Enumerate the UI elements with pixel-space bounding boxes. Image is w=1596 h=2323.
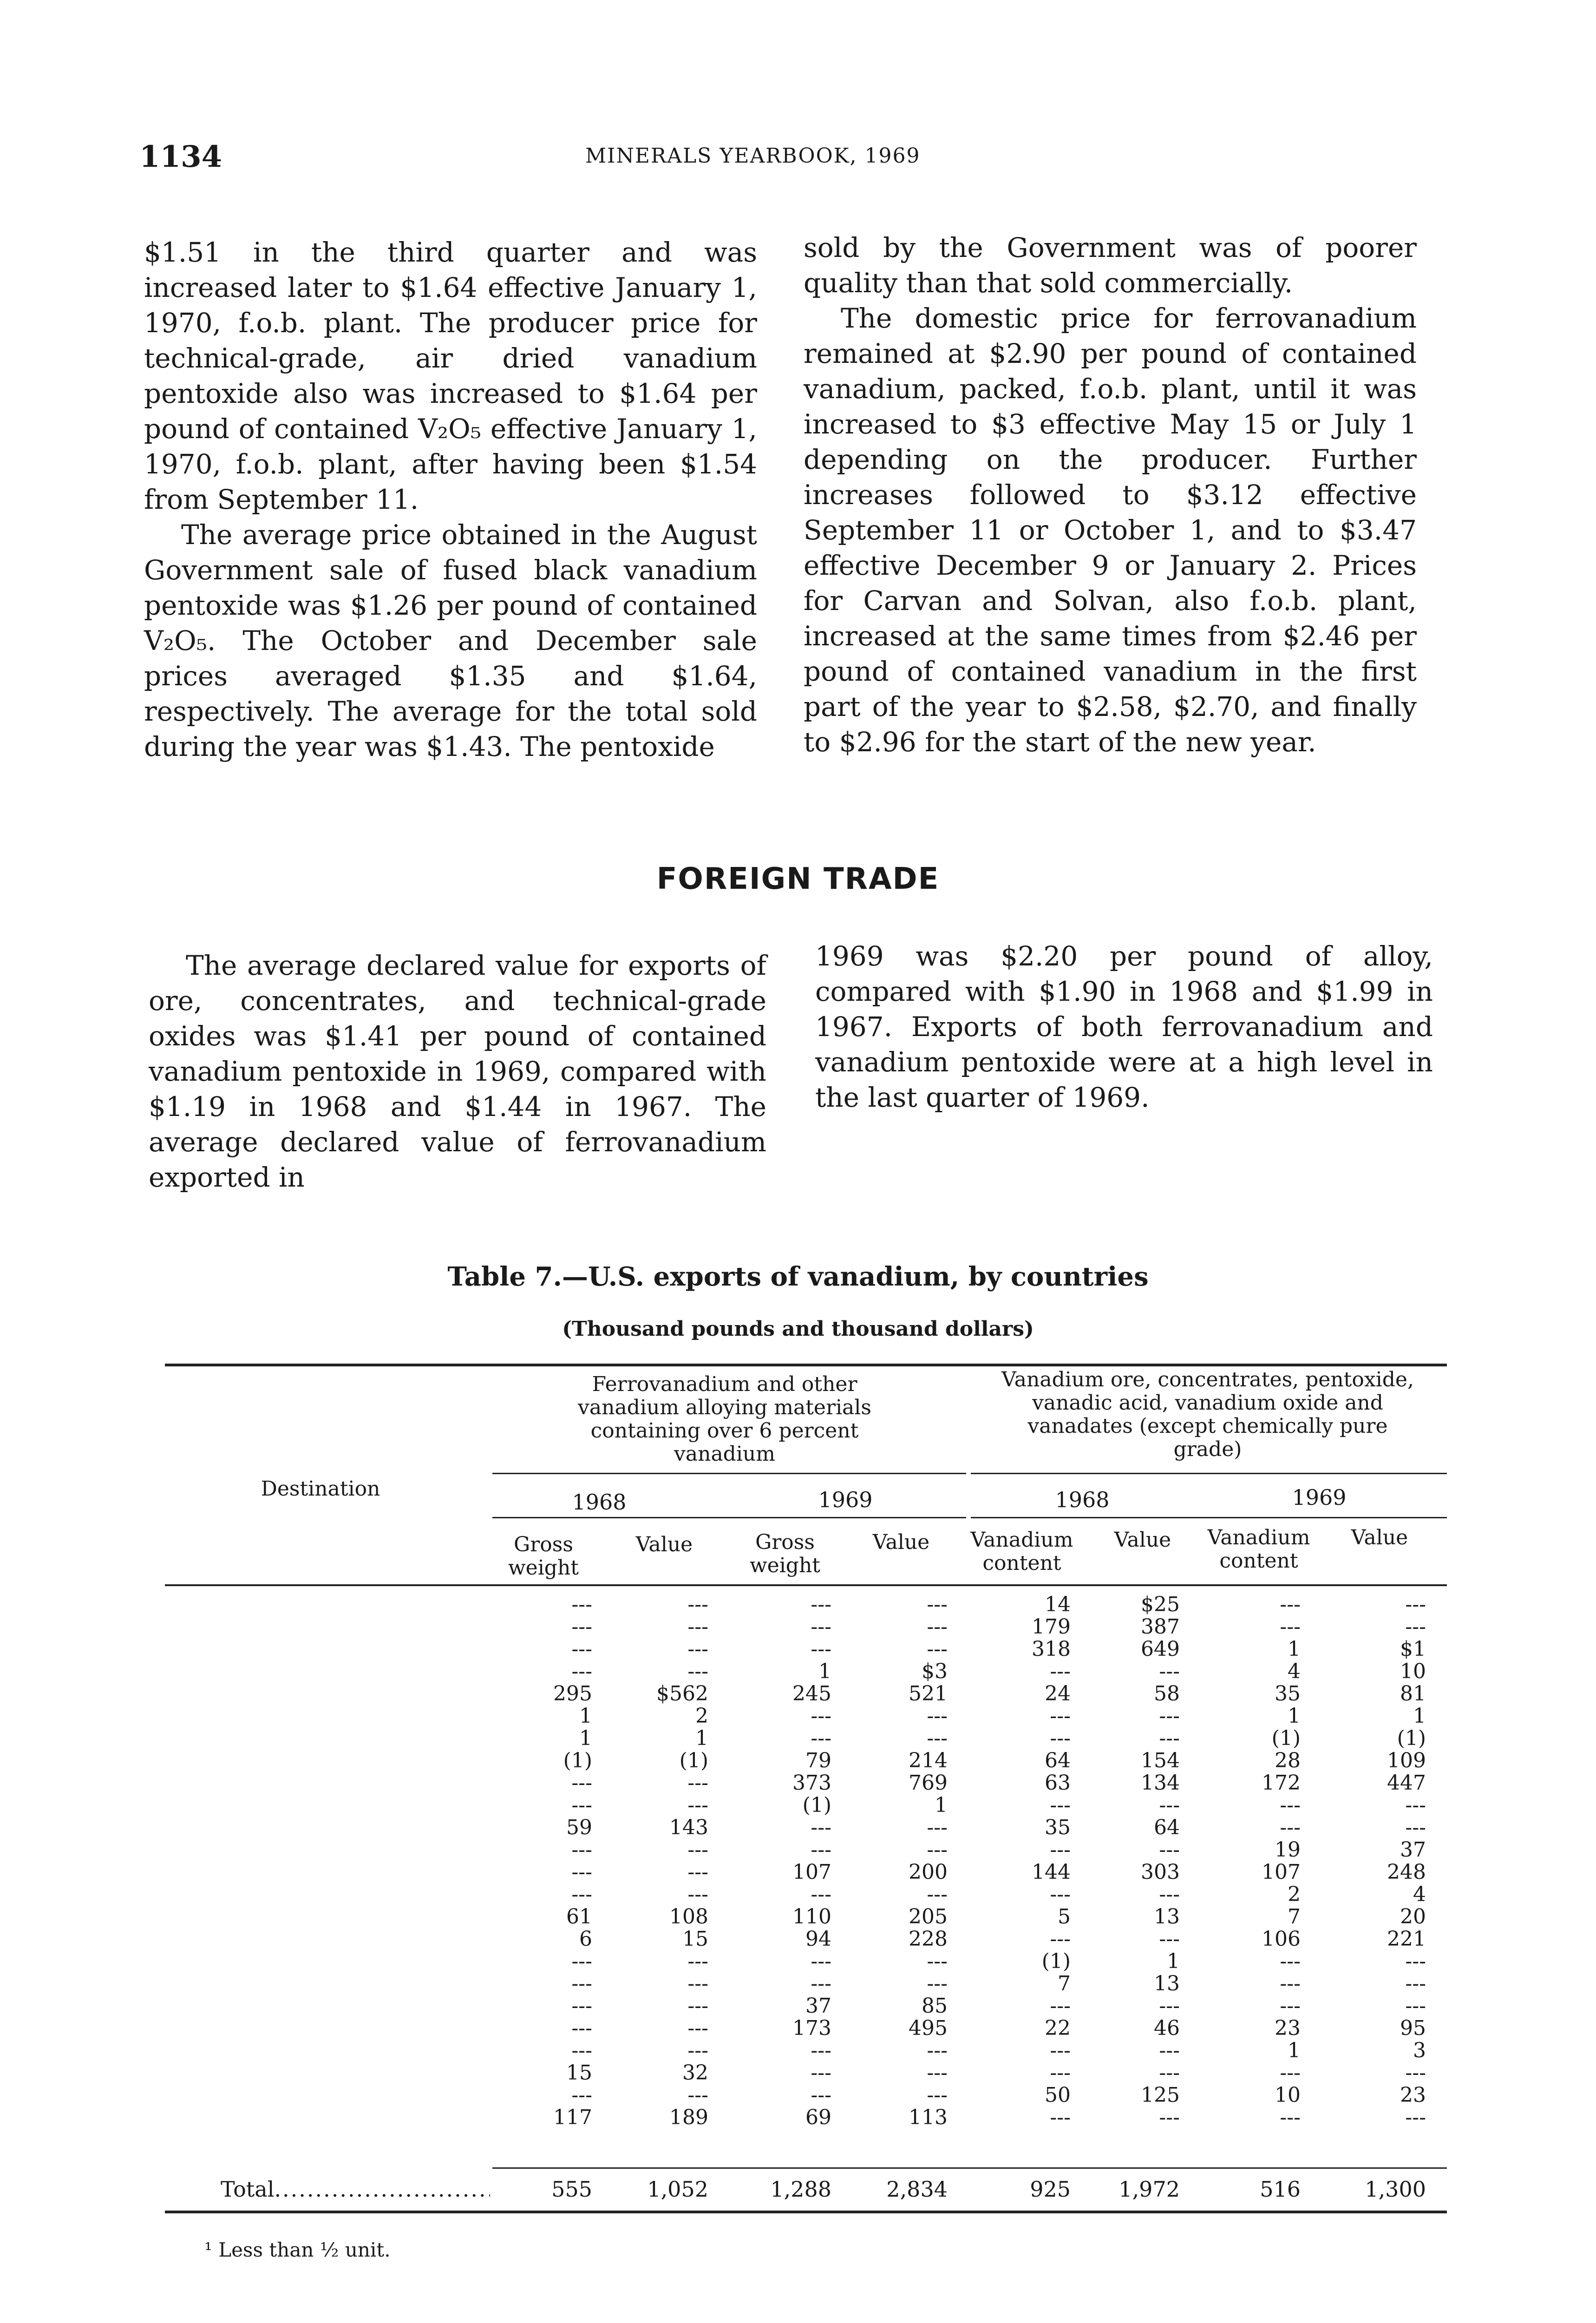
table-cell: --- <box>1280 1793 1301 1817</box>
table-cell: --- <box>571 2083 592 2107</box>
paragraph: sold by the Government was of poorer quality than that sold commercially. <box>804 232 1417 299</box>
group-rule-right <box>971 1473 1447 1474</box>
table-row <box>165 1771 1447 1793</box>
subheader: Vanadium content <box>1207 1526 1310 1573</box>
text-column-top-right <box>804 230 1417 760</box>
table-row <box>165 1749 1447 1771</box>
table-row <box>165 1927 1447 1949</box>
table-cell: --- <box>1159 2106 1180 2129</box>
table-cell: --- <box>1159 1660 1180 1683</box>
total-row <box>165 2177 1447 2205</box>
table-row <box>165 2016 1447 2039</box>
table-cell: --- <box>1280 1994 1301 2018</box>
table-cell: 13 <box>1154 1905 1180 1929</box>
table-cell: 20 <box>1400 1905 1426 1929</box>
table-cell: 125 <box>1141 2083 1180 2107</box>
table-row <box>165 1905 1447 1927</box>
subheader: Gross weight <box>508 1533 579 1580</box>
table-cell: 10 <box>1400 1660 1426 1683</box>
table-cell: --- <box>927 1593 948 1616</box>
table-cell: --- <box>927 2083 948 2107</box>
page-number: 1134 <box>139 139 222 174</box>
group-rule-left <box>492 1473 966 1474</box>
table-row <box>165 2039 1447 2061</box>
table-cell: (1) <box>563 1749 592 1772</box>
table-cell: --- <box>687 1994 708 2018</box>
table-cell: --- <box>811 1816 831 1839</box>
table-cell: 495 <box>909 2016 948 2040</box>
table-row <box>165 1593 1447 1615</box>
table-cell: --- <box>1280 2061 1301 2085</box>
paragraph: The average declared value for exports of ore, concentrates, and technical-grade oxides was $1.41 per pound of contained vanadium pentoxide in 1969, compared with $1.19 in 1968 and $1.44 in 1967. The average declared value of ferrovanadium exported in <box>149 950 766 1193</box>
table-row <box>165 2106 1447 2128</box>
table-cell: --- <box>811 1972 831 1995</box>
table-cell: 649 <box>1141 1637 1180 1661</box>
table-cell: --- <box>1405 1593 1426 1616</box>
subheader: Vanadium content <box>970 1528 1073 1575</box>
table-cell: --- <box>1050 2039 1071 2062</box>
table-cell: --- <box>1050 2061 1071 2085</box>
total-label: Total <box>221 2177 275 2202</box>
table-cell: 214 <box>909 1749 948 1772</box>
table-cell: 245 <box>792 1682 831 1706</box>
table-cell: 7 <box>1058 1972 1071 1995</box>
table-cell: --- <box>811 2061 831 2085</box>
table-cell: 50 <box>1045 2083 1071 2107</box>
table-row <box>165 1883 1447 1905</box>
table-cell: --- <box>927 1637 948 1661</box>
table-cell: --- <box>687 1615 708 1639</box>
table-cell: (1) <box>1397 1726 1426 1750</box>
table-cell: --- <box>927 1816 948 1839</box>
table-cell: (1) <box>1041 1949 1071 1973</box>
table-cell: --- <box>687 1593 708 1616</box>
table-cell: 85 <box>922 1994 948 2018</box>
table-cell: 113 <box>909 2106 948 2129</box>
paragraph: The domestic price for ferrovanadium remained at $2.90 per pound of contained vanadium, packed, f.o.b. plant, until it was increased to $3 effective May 15 or July 1 depending on the producer. Further increases followed to $3.12 effective September 11 or October 1, and to $3.47 effective December 9 or January 2. Prices for Carvan and Solvan, also f.o.b. plant, increased at the same times from $2.46 per pound of contained vanadium in the first part of the year to $2.58, $2.70, and finally to $2.96 for the start of the new year. <box>804 302 1417 758</box>
table-cell: --- <box>1280 1593 1301 1616</box>
table-cell: --- <box>687 1860 708 1884</box>
table-cell: 110 <box>792 1905 831 1929</box>
table-cell: --- <box>927 1883 948 1906</box>
table-cell: --- <box>687 2083 708 2107</box>
year-header: 1969 <box>818 1487 873 1512</box>
table-cell: 19 <box>1275 1838 1301 1862</box>
table-cell: 769 <box>909 1771 948 1795</box>
table-cell: 10 <box>1275 2083 1301 2107</box>
table-cell: --- <box>1050 1726 1071 1750</box>
table-cell: 521 <box>909 1682 948 1706</box>
table-cell: --- <box>1159 1793 1180 1817</box>
table-cell: --- <box>1280 1972 1301 1995</box>
table-cell: --- <box>811 1637 831 1661</box>
table-cell: 24 <box>1045 1682 1071 1706</box>
group-header-vanadium-ore: Vanadium ore, concentrates, pentoxide, vanadic acid, vanadium oxide and vanadates (except chemically pure grade) <box>1001 1368 1414 1461</box>
table-cell: --- <box>1159 1704 1180 1728</box>
table-cell: --- <box>687 1949 708 1973</box>
table-cell: --- <box>571 1994 592 2018</box>
text-column-mid-left <box>149 948 766 1195</box>
table-cell: --- <box>571 1883 592 1906</box>
paragraph: The average price obtained in the August Government sale of fused black vanadium pentoxide was $1.26 per pound of contained V₂O₅. The October and December sale prices averaged $1.35 and $1.64, respectively. The average for the total sold during the year was $1.43. The pentoxide <box>144 519 757 762</box>
table-cell: 109 <box>1387 1749 1426 1772</box>
journal-title: MINERALS YEARBOOK, 1969 <box>585 144 921 168</box>
table-cell: 81 <box>1400 1682 1426 1706</box>
table-cell: --- <box>571 1593 592 1616</box>
table-cell: 1 <box>579 1704 592 1728</box>
table-row <box>165 1682 1447 1704</box>
table-cell: 205 <box>909 1905 948 1929</box>
table-cell: --- <box>1050 2106 1071 2129</box>
table-cell: 2 <box>1288 1883 1301 1906</box>
table-cell: 172 <box>1262 1771 1301 1795</box>
table-cell: --- <box>687 1883 708 1906</box>
subheader: Gross weight <box>750 1530 820 1577</box>
table-cell: 107 <box>1262 1860 1301 1884</box>
table-cell: --- <box>1050 1660 1071 1683</box>
table-cell: 1 <box>695 1726 708 1750</box>
table-row <box>165 1860 1447 1883</box>
table-row <box>165 2083 1447 2106</box>
table-cell: --- <box>927 2039 948 2062</box>
table-cell: 143 <box>669 1816 708 1839</box>
table-cell: 200 <box>909 1860 948 1884</box>
total-cell: 1,288 <box>770 2177 831 2202</box>
table-cell: --- <box>811 1615 831 1639</box>
table-cell: 6 <box>579 1927 592 1951</box>
table-row <box>165 1704 1447 1726</box>
table-row <box>165 1615 1447 1637</box>
table-cell: --- <box>687 1793 708 1817</box>
table-cell: (1) <box>1271 1726 1301 1750</box>
table-cell: 318 <box>1032 1637 1071 1661</box>
table-cell: 15 <box>682 1927 708 1951</box>
footnote: ¹ Less than ½ unit. <box>204 2238 391 2261</box>
table-cell: --- <box>811 1726 831 1750</box>
table-row <box>165 1637 1447 1660</box>
group-header-ferrovanadium: Ferrovanadium and other vanadium alloying materials containing over 6 percent vanadium <box>578 1372 871 1466</box>
table-cell: --- <box>1405 1972 1426 1995</box>
table-cell: --- <box>571 2016 592 2040</box>
table-top-rule <box>165 1364 1447 1366</box>
table-cell: 2 <box>695 1704 708 1728</box>
destination-header: Destination <box>261 1477 380 1501</box>
table-cell: --- <box>811 2039 831 2062</box>
table-cell: 1 <box>1288 2039 1301 2062</box>
total-cell: 925 <box>1030 2177 1071 2202</box>
table-cell: --- <box>1050 1927 1071 1951</box>
table-cell: --- <box>571 1793 592 1817</box>
table-cell: 64 <box>1154 1816 1180 1839</box>
table-cell: 221 <box>1387 1927 1426 1951</box>
table-cell: --- <box>1405 1949 1426 1973</box>
table-subtitle: (Thousand pounds and thousand dollars) <box>562 1317 1034 1341</box>
table-cell: 173 <box>792 2016 831 2040</box>
table-cell: 189 <box>669 2106 708 2129</box>
table-cell: 14 <box>1045 1593 1071 1616</box>
table-cell: --- <box>1159 1838 1180 1862</box>
table-cell: 95 <box>1400 2016 1426 2040</box>
table-cell: --- <box>571 1660 592 1683</box>
table-cell: --- <box>1159 1927 1180 1951</box>
table-cell: --- <box>927 1838 948 1862</box>
table-cell: --- <box>687 2016 708 2040</box>
table-cell: 94 <box>805 1927 831 1951</box>
table-cell: --- <box>571 2039 592 2062</box>
table-cell: 1 <box>1167 1949 1180 1973</box>
table-cell: 373 <box>792 1771 831 1795</box>
total-rule <box>492 2167 1447 2169</box>
table-title: Table 7.—U.S. exports of vanadium, by countries <box>447 1261 1149 1292</box>
table-cell: --- <box>687 1838 708 1862</box>
table-cell: 46 <box>1154 2016 1180 2040</box>
table-cell: 3 <box>1413 2039 1426 2062</box>
table-cell: --- <box>927 1615 948 1639</box>
table-cell: --- <box>1405 1994 1426 2018</box>
table-cell: --- <box>1159 1726 1180 1750</box>
table-cell: 63 <box>1045 1771 1071 1795</box>
table-cell: --- <box>811 2083 831 2107</box>
table-cell: 1 <box>935 1793 948 1817</box>
table-cell: --- <box>571 1949 592 1973</box>
table-cell: --- <box>1050 1704 1071 1728</box>
table-cell: --- <box>1405 2106 1426 2129</box>
table-cell: 4 <box>1288 1660 1301 1683</box>
paragraph: 1969 was $2.20 per pound of alloy, compared with $1.90 in 1968 and $1.99 in 1967. Exports of both ferrovanadium and vanadium pentoxide were at a high level in the last quarter of 1969. <box>815 940 1433 1113</box>
table-row <box>165 1660 1447 1682</box>
table-cell: 1 <box>1288 1704 1301 1728</box>
year-header: 1968 <box>1055 1487 1110 1512</box>
table-cell: 35 <box>1045 1816 1071 1839</box>
table-bottom-rule <box>165 2211 1447 2213</box>
total-cell: 2,834 <box>886 2177 948 2202</box>
table-cell: 134 <box>1141 1771 1180 1795</box>
table-cell: 154 <box>1141 1749 1180 1772</box>
table-cell: $562 <box>656 1682 708 1706</box>
table-cell: 107 <box>792 1860 831 1884</box>
table-row <box>165 1726 1447 1749</box>
table-cell: --- <box>1050 1994 1071 2018</box>
table-cell: (1) <box>802 1793 831 1817</box>
subheader: Value <box>1114 1528 1171 1552</box>
table-cell: --- <box>571 1838 592 1862</box>
total-cell: 1,972 <box>1119 2177 1180 2202</box>
table-cell: 23 <box>1275 2016 1301 2040</box>
table-row <box>165 2061 1447 2083</box>
table-cell: 179 <box>1032 1615 1071 1639</box>
table-cell: --- <box>927 1726 948 1750</box>
table-cell: --- <box>927 1972 948 1995</box>
table-cell: 37 <box>1400 1838 1426 1862</box>
table-cell: --- <box>687 1972 708 1995</box>
table-row <box>165 1994 1447 2016</box>
table-cell: 79 <box>805 1749 831 1772</box>
table-cell: --- <box>571 1615 592 1639</box>
table-cell: $25 <box>1141 1593 1180 1616</box>
total-cell: 1,300 <box>1365 2177 1426 2202</box>
table-cell: 7 <box>1288 1905 1301 1929</box>
table-cell: 303 <box>1141 1860 1180 1884</box>
table-cell: 58 <box>1154 1682 1180 1706</box>
table-cell: 108 <box>669 1905 708 1929</box>
table-cell: 35 <box>1275 1682 1301 1706</box>
table-cell: --- <box>1159 2039 1180 2062</box>
subheader: Value <box>635 1533 693 1556</box>
table-cell: --- <box>811 1838 831 1862</box>
table-cell: --- <box>1405 1793 1426 1817</box>
table-cell: --- <box>927 1949 948 1973</box>
table-cell: --- <box>811 1883 831 1906</box>
table-cell: 1 <box>1288 1637 1301 1661</box>
year-rule-right <box>971 1517 1447 1518</box>
table-cell: 1 <box>818 1660 831 1683</box>
table-cell: --- <box>1159 1883 1180 1906</box>
table-cell: --- <box>1280 2106 1301 2129</box>
table-cell: --- <box>1405 1615 1426 1639</box>
header-bottom-rule <box>165 1584 1447 1586</box>
table-row <box>165 1972 1447 1994</box>
table-cell: --- <box>1050 1883 1071 1906</box>
text-column-top-left <box>144 235 757 764</box>
total-cell: 555 <box>551 2177 592 2202</box>
table-cell: 387 <box>1141 1615 1180 1639</box>
table-cell: --- <box>1159 2061 1180 2085</box>
table-cell: $3 <box>922 1660 948 1683</box>
table-cell: --- <box>1280 1615 1301 1639</box>
table-cell: --- <box>571 1860 592 1884</box>
table-cell: --- <box>1280 1949 1301 1973</box>
table-cell: --- <box>1405 2061 1426 2085</box>
table-row <box>165 1949 1447 1972</box>
running-head <box>139 139 1454 181</box>
table-cell: 32 <box>682 2061 708 2085</box>
table-cell: (1) <box>679 1749 708 1772</box>
table-cell: 61 <box>566 1905 592 1929</box>
table-cell: 447 <box>1387 1771 1426 1795</box>
table-cell: 28 <box>1275 1749 1301 1772</box>
table-cell: --- <box>1050 1838 1071 1862</box>
table-cell: --- <box>927 2061 948 2085</box>
subheader: Value <box>1351 1526 1408 1549</box>
table-row <box>165 1793 1447 1816</box>
table-row <box>165 1816 1447 1838</box>
table-cell: 15 <box>566 2061 592 2085</box>
table-cell: --- <box>571 1972 592 1995</box>
table-cell: --- <box>687 1771 708 1795</box>
table-cell: --- <box>811 1704 831 1728</box>
table-row <box>165 1838 1447 1860</box>
table-cell: 295 <box>553 1682 592 1706</box>
table-cell: 22 <box>1045 2016 1071 2040</box>
table-cell: 23 <box>1400 2083 1426 2107</box>
table-cell: 69 <box>805 2106 831 2129</box>
table-cell: 37 <box>805 1994 831 2018</box>
table-cell: 13 <box>1154 1972 1180 1995</box>
table-cell: 117 <box>553 2106 592 2129</box>
year-header: 1969 <box>1292 1485 1347 1510</box>
section-heading: FOREIGN TRADE <box>656 862 940 896</box>
table-cell: 5 <box>1058 1905 1071 1929</box>
table-cell: 228 <box>909 1927 948 1951</box>
table-cell: 59 <box>566 1816 592 1839</box>
table-cell: 64 <box>1045 1749 1071 1772</box>
table-cell: 144 <box>1032 1860 1071 1884</box>
table-cell: --- <box>687 1637 708 1661</box>
table-cell: 4 <box>1413 1883 1426 1906</box>
total-cell: 1,052 <box>647 2177 708 2202</box>
year-rule-left <box>492 1517 966 1518</box>
table-cell: --- <box>927 1704 948 1728</box>
table-cell: --- <box>687 2039 708 2062</box>
table-cell: --- <box>571 1637 592 1661</box>
table-cell: --- <box>1405 1816 1426 1839</box>
subheader: Value <box>872 1530 930 1554</box>
table-cell: --- <box>1050 1793 1071 1817</box>
text-column-mid-right <box>815 938 1433 1115</box>
table-cell: --- <box>1159 1994 1180 2018</box>
table-cell: --- <box>571 1771 592 1795</box>
table-cell: --- <box>687 1660 708 1683</box>
table-cell: 106 <box>1262 1927 1301 1951</box>
total-cell: 516 <box>1260 2177 1301 2202</box>
paragraph: $1.51 in the third quarter and was increased later to $1.64 effective January 1, 1970, f.o.b. plant. The producer price for technical-grade, air dried vanadium pentoxide also was increased to $1.64 per pound of contained V₂O₅ effective January 1, 1970, f.o.b. plant, after having been $1.54 from September 11. <box>144 236 757 515</box>
table-cell: --- <box>811 1949 831 1973</box>
table-cell: --- <box>811 1593 831 1616</box>
table-cell: 1 <box>1413 1704 1426 1728</box>
table-cell: 248 <box>1387 1860 1426 1884</box>
table-cell: 1 <box>579 1726 592 1750</box>
year-header: 1968 <box>572 1490 627 1515</box>
table-cell: --- <box>1280 1816 1301 1839</box>
table-cell: $1 <box>1400 1637 1426 1661</box>
